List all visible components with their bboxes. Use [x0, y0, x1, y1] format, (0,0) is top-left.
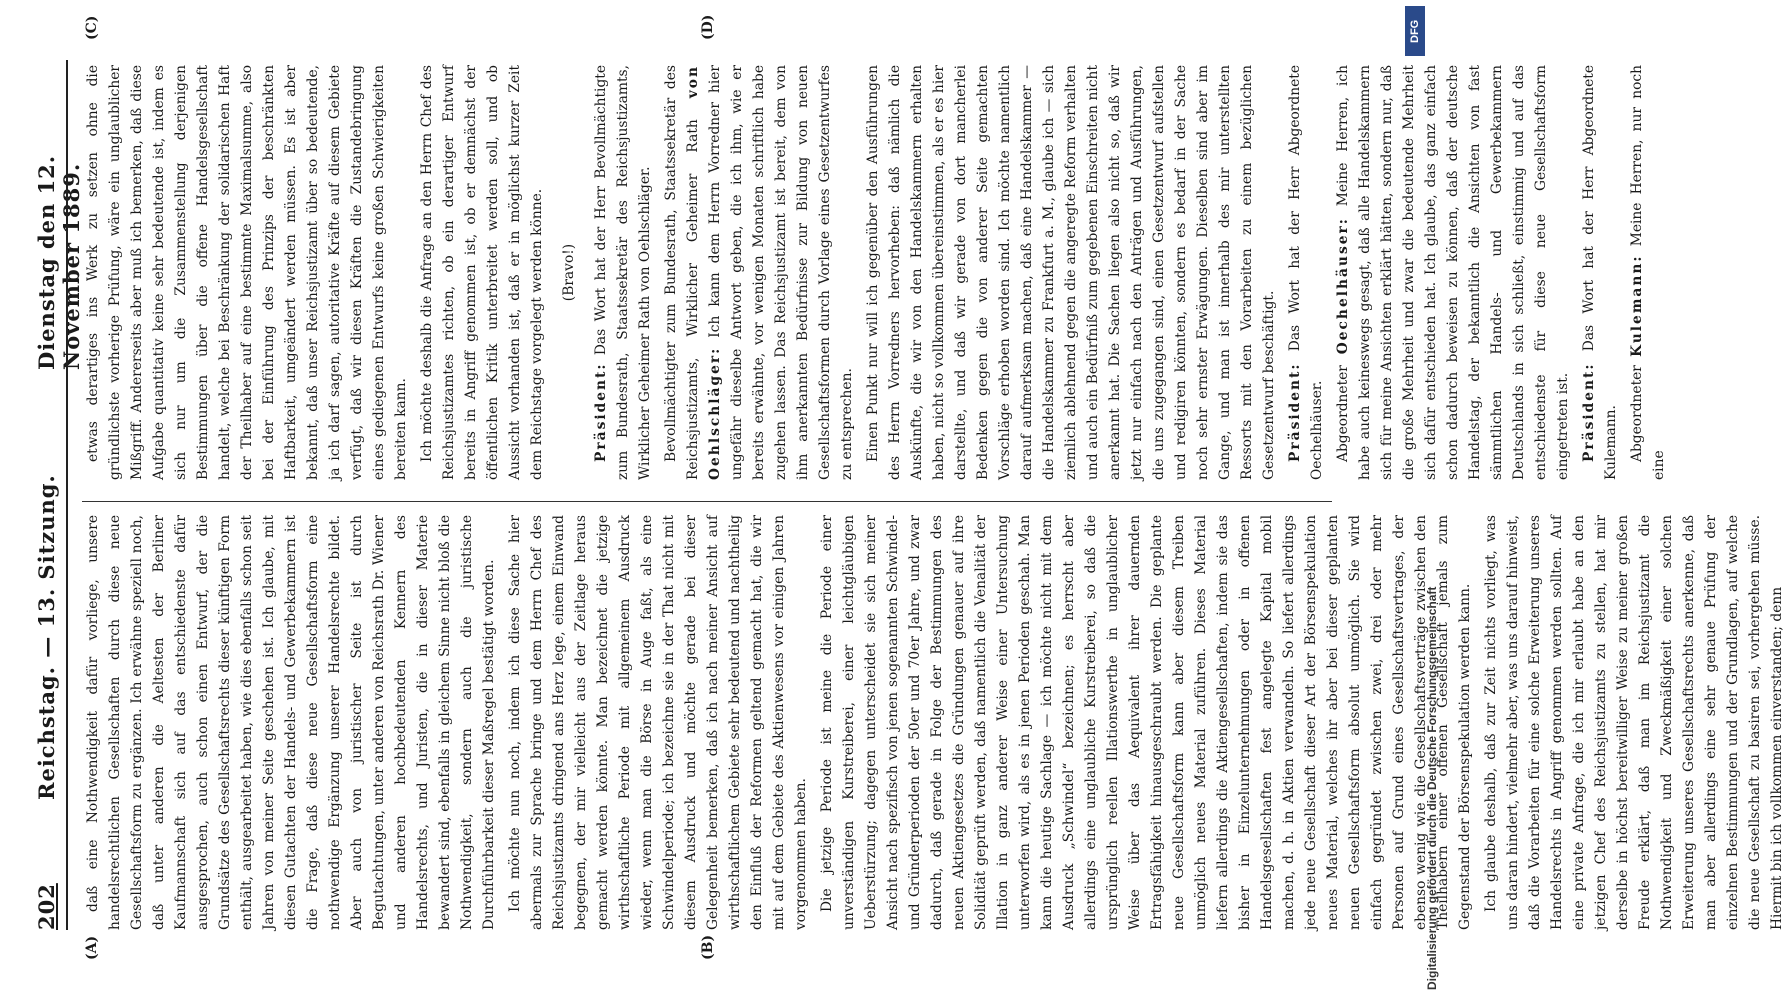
page-header	[14, 60, 84, 930]
paragraph: daß eine Nothwendigkeit dafür vorliege, unsere handelsrechtlichen Gesellschaften durch diese neue Gesellschaftsform zu ergänzen. Ich erwähne speziell noch, daß unter anderen die Aeltesten der Berliner Kaufmannschaft sich auf das entschiedenste dafür ausgesprochen, auch schon einen Entwurf, der die Grundsätze des Gesellschaftsrechts dieser künftigen Form enthält, ausgearbeitet haben, wie dies ebenfalls schon seit Jahren von meiner Seite geschehen ist. Ich glaube, mit diesen Gutachten der Handels- und Gewerbekammern ist die Frage, daß diese neue Gesellschaftsform eine nothwendige Ergänzung unserer Handelsrechte bildet. Aber auch von juristischer Seite ist durch Begutachtungen, unter anderen von Reichsrath Dr. Wiener und anderen hochbedeutenden Kennern des Handelsrechts, und Juristen, die in dieser Materie bewandert sind, ebenfalls in gleichem Sinne nicht bloß die Nothwendigkeit, sondern auch die juristische Durchführbarkeit dieser Maßregel bestätigt worden.	[85, 515, 497, 930]
speech-text: Das Wort hat der Herr Bevollmächtigte zum Bundesrath, Staatssekretär des Reichsjustizamts, Wirklicher Geheimer Rath von Oehlschläger.	[593, 65, 653, 480]
paragraph: Einen Punkt nur will ich gegenüber den Ausführungen des Herrn Vorredners hervorheben: daß nämlich die Auskünfte, die wir von den Handelskammern erhalten haben, nicht so vollkommen übereinstimmen, als er es hier darstellte, und daß wir gerade von dort mancherlei Bedenken gegen die von anderer Seite gemachten Vorschläge erhoben worden sind. Ich möchte namentlich darauf aufmerksam machen, daß eine Handelskammer — die Handelskammer zu Frankfurt a. M., glaube ich — sich ziemlich ablehnend gegen die angeregte Reform verhalten und auch ein Bedürfniß zum gegebenen Einschreiten nicht anerkannt hat. Die Sachen liegen also nicht so, daß wir jetzt nur einfach nach den Anträgen und Ausführungen, die uns zugegangen sind, einen Gesetzentwurf aufstellen und redigiren könnten, sondern es bedarf in der Sache noch sehr ernster Erwägungen. Dieselben sind aber im Gange, und man ist innerhalb des mir unterstellten Ressorts mit den Vorarbeiten zu einem bezüglichen Gesetzentwurf beschäftigt.	[865, 65, 1277, 480]
right-column	[82, 65, 1667, 480]
speaker-intro: Abgeordneter	[1629, 356, 1645, 462]
speech-oehlschlaeger	[660, 65, 858, 480]
paragraph: Ich möchte deshalb die Anfrage an den Herrn Chef des Reichsjustizamtes richten, ob ein derartiger Entwurf bereits in Angriff genommen ist, ob er demnächst der öffentlichen Kritik unterbreitet werden soll, und ob Aussicht vorhanden ist, daß er in möglichst kurzer Zeit dem Reichstage vorgelegt werden könne.	[419, 65, 545, 480]
speaker-intro: Bevollmächtigter zum Bundesrath, Staatssekretär des Reichsjustizamts, Wirklicher Geheimer Rath	[663, 65, 701, 480]
speaker-name: von Oehlschläger:	[685, 65, 723, 480]
speaker-label: Präsident:	[1581, 362, 1597, 462]
speaker-intro: Abgeordneter	[1335, 354, 1351, 462]
page-number: 202	[34, 883, 59, 930]
speech-president-2	[1284, 65, 1328, 480]
applause-note: (Bravo!)	[561, 243, 577, 302]
digitization-credit	[1395, 0, 1439, 1000]
speaker-name: Oechelhäuser:	[1335, 217, 1351, 355]
header-rule	[66, 60, 68, 930]
margin-marker-c: (C)	[84, 15, 100, 40]
session-date: Dienstag den 12. November 1889.	[34, 154, 84, 370]
speaker-label: Präsident:	[593, 362, 609, 462]
margin-marker-a: (A)	[84, 935, 100, 960]
speaker-name: Kulemann:	[1629, 254, 1645, 357]
paragraph: etwas derartiges ins Werk zu setzen ohne die gründlichste vorherige Prüfung, wäre ein unglaublicher Mißgriff. Andererseits aber muß ich bemerken, daß diese Aufgabe quantitativ keine sehr bedeutende ist, indem es sich nur um die Zusammenstellung derjenigen Bestimmungen über die offene Handelsgesellschaft handelt, welche bei Beschränkung der solidarischen Haft der Theilhaber auf eine bestimmte Maximalsumme, also bei der Einführung des Prinzips der beschränkten Haftbarkeit, umgeändert werden müssen. Es ist aber bekannt, daß unser Reichsjustizamt über so bedeutende, ja ich darf sagen, autoritative Kräfte auf diesem Gebiete verfügt, daß wir diesen Kräften die Zustandebringung eines gediegenen Entwurfs keine großen Schwierigkeiten bereiten kann.	[85, 65, 409, 480]
credit-text: Digitalisierung gefördert durch die Deutsche Forschungsgemeinschaft	[1425, 586, 1439, 990]
speech-president-1	[590, 65, 656, 480]
margin-marker-d: (D)	[700, 14, 716, 40]
margin-marker-b: (B)	[700, 934, 716, 960]
speech-oechelhaeuser	[1332, 65, 1574, 480]
speech-kulemann	[1626, 65, 1670, 480]
speech-text: Das Wort hat der Herr Abgeordnete Oechelhäuser.	[1287, 65, 1325, 480]
speech-text: Das Wort hat der Herr Abgeordnete Kulemann.	[1581, 65, 1619, 480]
speech-text: Ich kann dem Herrn Vorredner hier ungefähr dieselbe Antwort geben, die ich ihm, wie er bereits erwähnte, vor wenigen Monaten schriftlich habe zugehen lassen. Das Reichsjustizamt ist bereit, dem von ihm anerkannten Bedürfnisse zur Bildung von neuen Gesellschaftsformen durch Vorlage eines Gesetzentwurfes zu entsprechen.	[707, 65, 855, 480]
speaker-label: Präsident:	[1287, 362, 1303, 462]
paragraph: Die jetzige Periode ist meine die Periode einer unverständigen Kurstreiberei, einer leichtgläubigen Ueberstürzung; dagegen unterscheidet sie sich meiner Ansicht nach spezifisch von jenen sogenannten Schwindel- und Gründerperioden der 50er und 70er Jahre, und zwar dadurch, daß gerade in Folge der Bestimmungen des neuen Aktiengesetzes die Gründungen genauer auf ihre Solidität geprüft werden, daß namentlich die Venalität der Illation in ganz anderer Weise einer Untersuchung unterworfen wird, als es in jenen Perioden geschah. Man kann die heutige Sachlage — ich möchte nicht mit dem Ausdruck „Schwindel“ bezeichnen; es herrscht aber allerdings eine unglaubliche Kurstreiberei, so daß die ursprünglich reellen Illationswerthe in unglaublicher Weise über das Aequivalent ihrer dauernden Ertragsfähigkeit hinausgeschraubt werden. Die geplante neue Gesellschaftsform kann aber diesem Treiben unmöglich neues Material zuführen. Dieses Material liefern allerdings die Aktiengesellschaften, indem sie das bisher in Einzelunternehmungen oder in offenen Handelsgesellschaften fest angelegte Kapital mobil machen, d. h. in Aktien verwandeln. So liefert allerdings jede neue Gesellschaft dieser Art der Börsenspekulation neues Material, welches ihr aber bei dieser geplanten neuen Gesellschaftsform absolut unmöglich. Sie wird einfach gegründet zwischen zwei, drei oder mehr Personen auf Grund eines Gesellschaftsvertrages, der ebenso wenig wie die Gesellschaftsverträge zwischen den Theilhabern einer offenen Gesellschaft jemals zum Gegenstand der Börsenspekulation werden kann.	[819, 515, 1473, 930]
speech-president-3	[1578, 65, 1622, 480]
session-title: Reichstag. — 13. Sitzung.	[34, 474, 59, 800]
speech-text: Meine Herren, ich habe auch keineswegs gesagt, daß alle Handelskammern sich für meine Ansichten erklärt hätten, sondern nur, daß die große Mehrheit und zwar die bedeutende Mehrheit sich dafür entschieden hat. Ich glaube, das ganz einfach schon dadurch beweisen zu können, daß der deutsche Handelstag, der bekanntlich die Ansichten von fast sämmtlichen Handels- und Gewerbekammern Deutschlands in sich schließt, einstimmig und auf das entschiedenste für diese neue Gesellschaftsform eingetreten ist.	[1335, 65, 1571, 480]
speech-text: Meine Herren, nur noch eine	[1629, 65, 1667, 480]
column-divider	[82, 501, 1332, 502]
dfg-logo: DFG	[1405, 6, 1425, 56]
paragraph: Ich glaube deshalb, daß zur Zeit nichts vorliegt, was uns daran hindert, vielmehr aber, was uns darauf hinweist, daß die Vorarbeiten für eine solche Erweiterung unseres Handelsrechts in Angriff genommen werden sollten. Auf eine private Anfrage, die ich mir erlaubt habe an den jetzigen Chef des Reichsjustizamts zu stellen, hat mir derselbe in höchst bereitwilliger Weise zu meiner großen Freude erklärt, daß man im Reichsjustizamt die Nothwendigkeit und Zweckmäßigkeit einer solchen Erweiterung unseres Gesellschaftsrechts anerkenne, daß man aber allerdings eine sehr genaue Prüfung der einzelnen Bestimmungen und der Grundlagen, auf welche die neue Gesellschaft zu basiren sei, vorhergehen müsse. Hiermit bin ich vollkommen einverstanden; denn	[1483, 515, 1785, 930]
paragraph: Ich möchte nun noch, indem ich diese Sache hier abermals zur Sprache bringe und dem Herrn Chef des Reichsjustizamts dringend ans Herz lege, einem Einwand begegnen, der mir vielleicht aus der Zeitlage heraus gemacht werden könnte. Man bezeichnet die jetzige wirthschaftliche Periode mit allgemeinem Ausdruck wieder, wenn man die Börse in Auge faßt, als eine Schwindelperiode; ich bezeichne sie in der That nicht mit diesem Ausdruck und möchte gerade bei dieser Gelegenheit bemerken, daß ich nach meiner Ansicht auf wirthschaftlichem Gebiete sehr bedeutend und nachtheilig den Einfluß der Reformen geltend gemacht hat, die wir mit auf dem Gebiete des Aktienwesens vor einigen Jahren vorgenommen haben.	[507, 515, 809, 930]
